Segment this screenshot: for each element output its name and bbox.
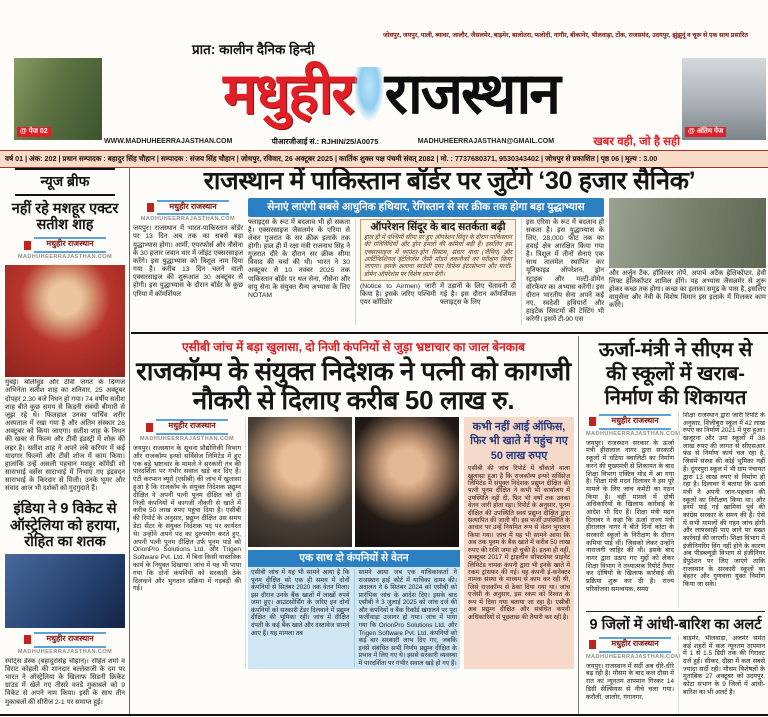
tagline: प्रात: कालीन दैनिक हिन्दी bbox=[192, 42, 315, 57]
energy-column-2 bbox=[678, 412, 765, 608]
weather-body-col1: जयपुर। राजस्थान में सर्दी अब धीरे-धीरे बढ़ रही है। मौसम के बाद कल दौसा में रात का न्यूनतम तापमान गिरकर 14 डिग्री सेल्सियस से नीचे चला गया। करौली, जालोर, गंगानगर, bbox=[586, 662, 674, 701]
masthead-word-madhuheer: मधुहीर bbox=[223, 62, 353, 126]
weather-column-1 bbox=[586, 635, 681, 714]
byline bbox=[586, 414, 681, 437]
operation-sindoor-box-body: हाल ही में पश्चिमी सीमा पर हुए ऑपरेशन सिंदूर के दौरान पाकिस्तान की गतिविधियों और ड्रोन हमलों की कमियां बड़ी हैं। इसलिए इस एक्सरसाइज में काउंटर-ड्रोन सिस्टम, संचार बाधा (जैमिंग) और आर्टिफिशियल इंटेलिजेंस जैसी मॉडर्न तकनीकों का परीक्षण किया जाएगा। इसके अलावा स्वदेशी एयर डिफेंस इंटरसेप्शन और मल्टी-डोमेन ऑपरेशंस पर विशेष ध्यान देंगी। bbox=[364, 234, 512, 278]
office-box-title: कभी नहीं आई ऑफिस, फिर भी खाते में पहुंच गए 50 लाख रुपए bbox=[470, 421, 568, 462]
lead-body-col3: इस एरिया के रूट में बदलाव हो सकता है। इस युद्धाभ्यास के लिए, 28,000 फीट तक का हवाई क्षेत्र आरक्षित किया गया है। त्रिशूल में तीनों सेनाएं एक साथ तालमेल स्थापित कर यूनिफाइड ऑपरेशन, ड्रोन स्ट्राइक और मल्टी-डोमेन वॉरफेयर का अभ्यास करेंगी। इस दौरान भारतीय सेना अपने कई नए, स्वदेशी हथियारों और हाइटेक सिस्टमों की टेस्टिंग भी करेगी। इसमें टी-90 एस bbox=[526, 218, 604, 324]
byline-marker bbox=[589, 417, 596, 426]
byline bbox=[133, 200, 243, 223]
salary-box bbox=[248, 550, 460, 669]
page2-label: @ पेज 02 bbox=[17, 127, 51, 137]
byline-website: MADHUHEERRAJASTHAN.COM bbox=[586, 653, 681, 660]
news-brief-column bbox=[0, 167, 130, 714]
cricket-headline: इंडिया ने 9 विकेट से ऑस्ट्रेलिया को हराया, रोहित का शतक bbox=[9, 501, 121, 550]
byline-marker bbox=[24, 635, 31, 644]
byline-marker bbox=[24, 241, 31, 250]
lead-photo-column bbox=[609, 198, 766, 325]
byline-website: MADHUHEERRAJASTHAN.COM bbox=[17, 254, 113, 261]
header-right-photo bbox=[682, 58, 766, 140]
byline bbox=[5, 237, 125, 260]
byline-marker bbox=[146, 423, 153, 432]
last-page-label: @ अंतिम पेज bbox=[685, 127, 726, 137]
slogan: खबर वही, जो है सही bbox=[593, 136, 680, 148]
soldiers-photo bbox=[609, 198, 766, 268]
acb-headline: राजकॉम्प के संयुक्त निदेशक ने पत्नी को कागजी नौकरी से दिलाए करीब 50 लाख रु. bbox=[136, 356, 571, 415]
lead-photo-caption: और अर्जुन टैंक, हॉवित्जर तोपें, अपाचे अटैक हेलिकॉप्टर, हेवी लिफ्ट हेलिकॉप्टर शामिल होंगे। यह अभ्यास जैसलमेर से शुरू होकर कच्छ तक होगा। कच्छ का इलाका समुद्र के पास है, इसलिए वायुसेना और नेवी के विशेष विमान इस इलाके में मिलकर काम करेंगे। bbox=[609, 269, 766, 310]
cricket-body: स्पोर्ट्स डेस्क (बहादुरसिंह चौहान)। रोहित शर्मा व विराट कोहली की शानदार बल्लेबाजी के दम पर भारत ने ऑस्ट्रेलिया के खिलाफ सिडनी क्रिकेट ग्राउंड में खेले गए तीसरे वनडे मुकाबले को 9 विकेट से अपने नाम किया। इसी के साथ तीन मुकाबलों की सीरीज 2-1 पर समाप्त हुई। bbox=[5, 657, 125, 706]
weather-body-col2: बाड़मेर, भीलवाड़ा, अजमेर समेत कई शहरों में कल न्यूनतम तापमान में 1 से 1.5 डिग्री तक की गिरावट दर्ज हुई। सीकर, दौसा में कल सबसे ज्यादा सर्दी रही। मौसम विशेषज्ञों के मुताबिक 27 अक्टूबर को उदयपुर, कोटा संभाग के 9 जिलों में आंधी-बारिश का भी अलर्ट है। bbox=[683, 635, 765, 696]
byline-website: MADHUHEERRAJASTHAN.COM bbox=[139, 435, 235, 442]
lead-notam-right: में उड़ानों के लिए चेतावनी दी गई है। इस दौरान कॉमर्शियल फ्लाइट्स के लिए bbox=[440, 282, 516, 307]
salary-box-title: एक साथ दो कंपनियों से वेतन bbox=[248, 550, 460, 567]
lead-column-4 bbox=[521, 219, 604, 325]
satish-shah-photo bbox=[5, 265, 125, 377]
lead-story bbox=[131, 167, 768, 334]
office-box bbox=[464, 417, 574, 669]
energy-body-col1: जयपुर। राजस्थान सरकार के ऊर्जा मंत्री हीरालाल नागर द्वारा सरकारी स्कूलों में घटिया क्वालिटी का निर्माण करने की मुख्यमंत्री से शिकायत के बाद शिक्षा विभाग एक्टिव मोड में आ गया है। शिक्षा मंत्री मदन दिलावर ने इस पूरे मामले के लिए जांच कमेटी का गठन किया है। वहीं मामले में दोषी अधिकारियों के खिलाफ कार्रवाई के आदेश भी दिए हैं। शिक्षा मंत्री मदन दिलावर ने कहा कि ऊर्जा राज्य मंत्री हीरालाल नागर ने बीते दिनों कोटा के सरकारी स्कूलों के निरीक्षण के दौरान कमियां पाई थीं। जिसको लेकर उन्होंने नाराजगी जाहिर की थी। इसके बाद नागर द्वारा उठाए गए मुद्दों को लेकर शिक्षा विभाग ने तथ्यात्मक रिपोर्ट तैयार कर दोषियों के खिलाफ कार्रवाई की प्रक्रिया शुरू कर दी है। राज्य परियोजना समन्वयक, समग्र bbox=[586, 439, 674, 593]
publication-info-bar: वर्ष 01 | अंक: 202 | प्रधान सम्पादक : बहादुर सिंह चौहान | सम्पादक : संजय सिंह चौहान | जोधपुर, रविवार, 26 अक्टूबर 2025 | कार्तिक शुक्ल पक्ष पंचमी संवत् 2082 | मो. : 7737680371, 9530343402 | जोधपुर से प्रकाशित | पृष्ठ 06 | मूल्य : 3.00 bbox=[0, 150, 768, 168]
poonam-dixit-photo bbox=[355, 417, 459, 547]
header-left-photo bbox=[14, 58, 102, 140]
satish-shah-headline: नहीं रहे मशहूर एक्टर सतीश शाह bbox=[11, 201, 119, 234]
krishna-icon bbox=[354, 67, 384, 121]
lead-body-col1: जयपुर। राजस्थान में भारत-पाकिस्तान बॉर्डर पर 13 दिन अब तक का सबसे बड़ा युद्धाभ्यास होगा। आर्मी, एयरफोर्स और नौसेना के 30 हजार जवान थार में जॉइंट एक्सरसाइज करेंगे। इस युद्धाभ्यास को त्रिशूल नाम दिया गया है। करीब 13 दिन चलने वाली एक्सरसाइज की शुरूआत 30 अक्टूबर से होगी। इस युद्धाभ्यास के दौरान बॉर्डर के कुछ एरिया में कॉमर्शियल bbox=[133, 225, 243, 298]
right-column bbox=[582, 336, 768, 714]
acb-body-col1: जयपुर। राजस्थान के सूचना प्रौद्योगिकी विभाग और राजकॉम्प इन्फो सर्विसेज लिमिटेड में हुए एक बड़े भ्रष्टाचार के मामले ने सरकारी तंत्र की पारदर्शिता पर गंभीर सवाल खड़े कर दिए हैं। एंटी करप्शन ब्यूरो (एसीबी) की जांच में खुलासा हुआ है कि राजकॉम के संयुक्त निदेशक प्रद्युम्न दीक्षित ने अपनी पत्नी पूनम दीक्षित को दो निजी कंपनियों में कागजी नौकरी से खाते में करीब 50 लाख रुपए पहुंचा दिया है। एसीबी की रिपोर्ट के अनुसार, प्रद्युम्न दीक्षित उस समय डेटा सेंटर के संयुक्त निदेशक पद पर कार्यरत थे। उन्होंने अपने पद का दुरुपयोग करते हुए, अपनी पत्नी पूनम दीक्षित उर्फ पूनम पांडे को OrionPro Solutions Ltd. और Trigen Software Pvt. Ltd. में बिना किसी वास्तविक कार्य के नियुक्त दिखाया। जांच में यह भी पाया गया कि दोनों कंपनियों को सरकारी ठेके दिलवाने और भुगतान प्रक्रिया में गड़बड़ी की गई। bbox=[133, 444, 241, 593]
acb-story bbox=[131, 336, 579, 714]
acb-kicker: एसीबी जांच में बड़ा खुलासा, दो निजी कंपनियों से जुड़ा भ्रष्टाचार का जाल बेनकाब bbox=[182, 340, 525, 354]
byline bbox=[586, 637, 681, 660]
news-brief-section-title: न्यूज ब्रीफ bbox=[15, 168, 115, 196]
byline-brand: मधुहीर राजस्थान bbox=[156, 419, 227, 435]
lead-column-2 bbox=[248, 219, 350, 325]
byline-website: MADHUHEERRAJASTHAN.COM bbox=[586, 430, 681, 437]
masthead-word-rajasthan: राजस्थान bbox=[384, 62, 559, 126]
byline-brand: मधुहीर राजस्थान bbox=[599, 637, 670, 653]
operation-sindoor-box-title: ऑपरेशन सिंदूर के बाद सतर्कता बढ़ी bbox=[370, 220, 506, 233]
byline-brand: मधुहीर राजस्थान bbox=[34, 237, 105, 253]
salary-box-col1: एसीबी जांच में यह भी सामने आया है कि पूनम दीक्षित को एक ही समय में दोनों कंपनियों से सितंबर 2020 तक वेतन मिला। इस दौरान उनके बैंक खातों में लाखों रुपये जमा हुए। आउटसोर्सिंग के जरिए इन दोनों कंपनियों को सरकारी टेंडर दिलवाने में प्रद्युम्न दीक्षित की भूमिका रही। जांच में दीक्षित दंपती के कई बैंक खाते और दस्तावेज सामने आए हैं। यह मामला तब bbox=[251, 569, 350, 637]
registration-number: पीआरजीआई सं.: RJHIN/25/A0075 bbox=[271, 136, 379, 146]
energy-body-col2: शिक्षा राजस्थान द्वारा जारी रिपोर्ट के अनुसार, शिलीबूरा स्कूल में 42 लाख रुपए का निर्माण 2021 में पूरा हुआ। खजूरना और उमा स्कूलों में 38 लाख रुपए की लागत से सीएसआर फंड से निर्माण कार्य चल रहा है, जिसमें संस्था की कोई भूमिका नहीं है। दूंगरपुरा स्कूल में भी ग्राम पंचायत द्वारा 13 लाख रुपए से निर्माण हो रहा है। दिलावर ने बताया कि ऊर्जा मंत्री ने अपनी जान-पहचान की स्कूलों का निरीक्षण किया था। और इनमें पाई गई खामियां पूर्व की कांग्रेस सरकार के समय की हैं। ऐसे में सभी मामलों की गहन जांच होगी और लापरवाही पाए जाने पर सख्त कार्रवाई की जाएगी। शिक्षा विभाग में इंजीनियरिंग विंग नहीं होने के कारण अब पीडब्ल्यूडी विभाग से इंजीनियर डेपुटेशन पर लिए जाएंगे ताकि राजस्थान के सरकारी स्कूलों का बेहतर और गुणवत्ता युक्त निर्माण किया जा सके। bbox=[683, 412, 765, 589]
byline-website: MADHUHEERRAJASTHAN.COM bbox=[17, 648, 113, 655]
byline-brand: मधुहीर राजस्थान bbox=[34, 632, 105, 648]
byline-marker bbox=[589, 640, 596, 649]
byline bbox=[5, 632, 125, 655]
acb-column-1 bbox=[133, 417, 241, 669]
lead-column-1 bbox=[133, 198, 243, 325]
email-address: MADHUHEERRAJASTHAN@GMAIL.COM bbox=[417, 138, 555, 145]
weather-headline: 9 जिलों में आंधी-बारिश का अलर्ट bbox=[589, 617, 762, 633]
acb-middle-column bbox=[245, 417, 460, 669]
byline-brand: मधुहीर राजस्थान bbox=[599, 414, 670, 430]
cricket-photo bbox=[5, 554, 125, 628]
office-box-body: एसीबी की जांच रिपोर्ट में चौंकाने वाला खुलासा हुआ है कि राजकॉम्प इन्फो सर्विसेज लिमिटेड में संयुक्त निदेशक प्रद्युम्न दीक्षित की पत्नी पूनम दीक्षित ने कभी भी कार्यालय में उपस्थिति नहीं दी, फिर भी वर्षों तक उनका वेतन जारी होता रहा। रिपोर्ट के अनुसार, पूनम दीक्षित की उपस्थिति स्वयं प्रद्युम्न दीक्षित द्वारा सत्यापित की जाती थी। इस फर्जी उपस्थिति के आधार पर उन्हें नियमित रूप से वेतन भुगतान किया गया। जांच में यह भी सामने आया कि अब तक पूनम के बैंक खाते में करीब 50 लाख रुपए की राशि जमा हो चुकी है। इतना ही नहीं, अक्टूबर 2017 में ट्राइलीन सॉफ्टवेयर प्राइवेट लिमिटेड नामक कंपनी द्वारा भी इनके खाते में रकम ट्रांसफर की गई। यह कंपनी ई-कनेक्टर नामक संस्था के माध्यम से काम कर रही थी, जिसे राजकॉम्प से ठेका दिया गया था। जांच एजेंसी के अनुसार, इस रकम को रिश्वत के रूप में दिया गया बताया जा रहा है। एसीबी अब प्रद्युम्न दीक्षित और संबंधित कंपनी अधिकारियों से पूछताछ की तैयारी कर रही है। bbox=[468, 465, 571, 621]
byline bbox=[133, 419, 241, 442]
weather-column-2 bbox=[678, 635, 765, 714]
website-url: WWW.MADHUHEERRAJASTHAN.COM bbox=[104, 138, 233, 145]
lead-subhead-banner: सेनाएं लाएंगी सबसे आधुनिक हथियार, रेगिस्तान से सर क्रीक तक होगा बड़ा युद्धाभ्यास bbox=[248, 198, 604, 217]
masthead-subline bbox=[104, 134, 680, 149]
lead-column-3 bbox=[355, 219, 516, 325]
masthead-title bbox=[104, 52, 678, 130]
pradyumn-dixit-photo bbox=[248, 417, 352, 547]
lead-notam-left: (Notice to Airmen) जारी किया है। इसके जरिए पश्चिमी एयर कॉरिडोर bbox=[360, 282, 436, 307]
lead-body-col2: फ्लाइट्स के रूट में बदलाव भी हो सकता है। एक्सरसाइज जैसलमेर के एरिया से लेकर गुजरात के सर क्रीक इलाके तक होगी। हाल ही में रक्षा मंत्री राजनाथ सिंह ने गुजरात दौरे के दौरान सर क्रीक सीमा विवाद की चर्चा की थी। भारत ने 30 अक्टूबर से 10 नवंबर 2025 तक पाकिस्तान बॉर्डर पर थल सेना, नौसेना और वायु सेना के संयुक्त सैन्य अभ्यास के लिए NOTAM bbox=[248, 218, 350, 299]
energy-headline: ऊर्जा-मंत्री ने सीएम से की स्कूलों में खराब-निर्माण की शिकायत bbox=[598, 339, 753, 409]
salary-box-col2: सामने आया जब एक याचिकाकर्ता ने राजस्थान हाई कोर्ट में याचिका दायर की। अदालत ने 6 सितंबर 2024 को एसीबी को प्रारंभिक जांच के आदेश दिए। इसके बाद एसीबी ने 3 जुलाई 2025 को जांच दर्ज की और कंपनियों व बैंक रिकॉर्ड खंगालने पर पूरा फर्जीवाड़ा उजागर हो गया। जांच में पाया गया कि OrionPro Solutions Ltd. और Trigen Software Pvt. Ltd. कंपनियों को कई बार सरकारी लाभ दिए गए, जबकि इनसे संबंधित सभी निर्णय प्रद्युम्न दीक्षित के प्रभाव में लिए गए थे। इससे सरकारी व्यवस्था में पारदर्शिता पर गंभीर सवाल खड़े हो गए हैं। bbox=[354, 569, 458, 667]
energy-column-1 bbox=[586, 412, 681, 608]
byline-website: MADHUHEERRAJASTHAN.COM bbox=[140, 216, 236, 223]
bottom-rule bbox=[0, 714, 768, 716]
weather-story bbox=[586, 611, 765, 714]
satish-shah-body: मुंबई। बॉलीवुड और टीवी जगत के दिग्गज अभिनेता सतीश शाह का शनिवार, 25 अक्टूबर दोपहर 2.30 बजे निधन हो गया। 74 वर्षीय सतीश शाह बीते कुछ समय से किडनी संबंधी बीमारी से जूझ रहे थे। फिलहाल उनका पार्थिव शरीर अस्पताल में रखा गया है और अंतिम संस्कार 26 अक्टूबर को किया जाएगा। सतीश शाह के निधन की खबर से फिल्म और टीवी इंडस्ट्री में शोक की लहर है। सतीश शाह ने अपने लंबे करियर में कई यादगार फिल्मों और टीवी शोज में काम किया। हालांकि उन्हें असली पहचान मशहूर कॉमेडी शो साराभाई वर्सेस साराभाई में निभाए गए इंद्रवदन साराभाई के किरदार से मिली। उनके घूमर और संवाद आज भी दर्शकों को गुदगुदाते हैं। bbox=[5, 379, 125, 493]
lead-headline: राजस्थान में पाकिस्तान बॉर्डर पर जुटेंगे ‘30 हजार सैनिक’ bbox=[203, 167, 696, 195]
byline-marker bbox=[147, 203, 154, 212]
byline-brand: मधुहीर राजस्थान bbox=[157, 200, 228, 216]
operation-sindoor-box bbox=[360, 219, 516, 281]
edition-cities: जोधपुर, जयपुर, पाली, ब्यावर, जालौर, जैसलमेर, बाड़मेर, बालोतरा, फलोदी, नागौर, बीकानेर, भीलवाड़ा, टोंक, राजसमंद, उदयपुर, झुंझुनूं व चूरू से एक साथ प्रसारित bbox=[383, 32, 749, 39]
